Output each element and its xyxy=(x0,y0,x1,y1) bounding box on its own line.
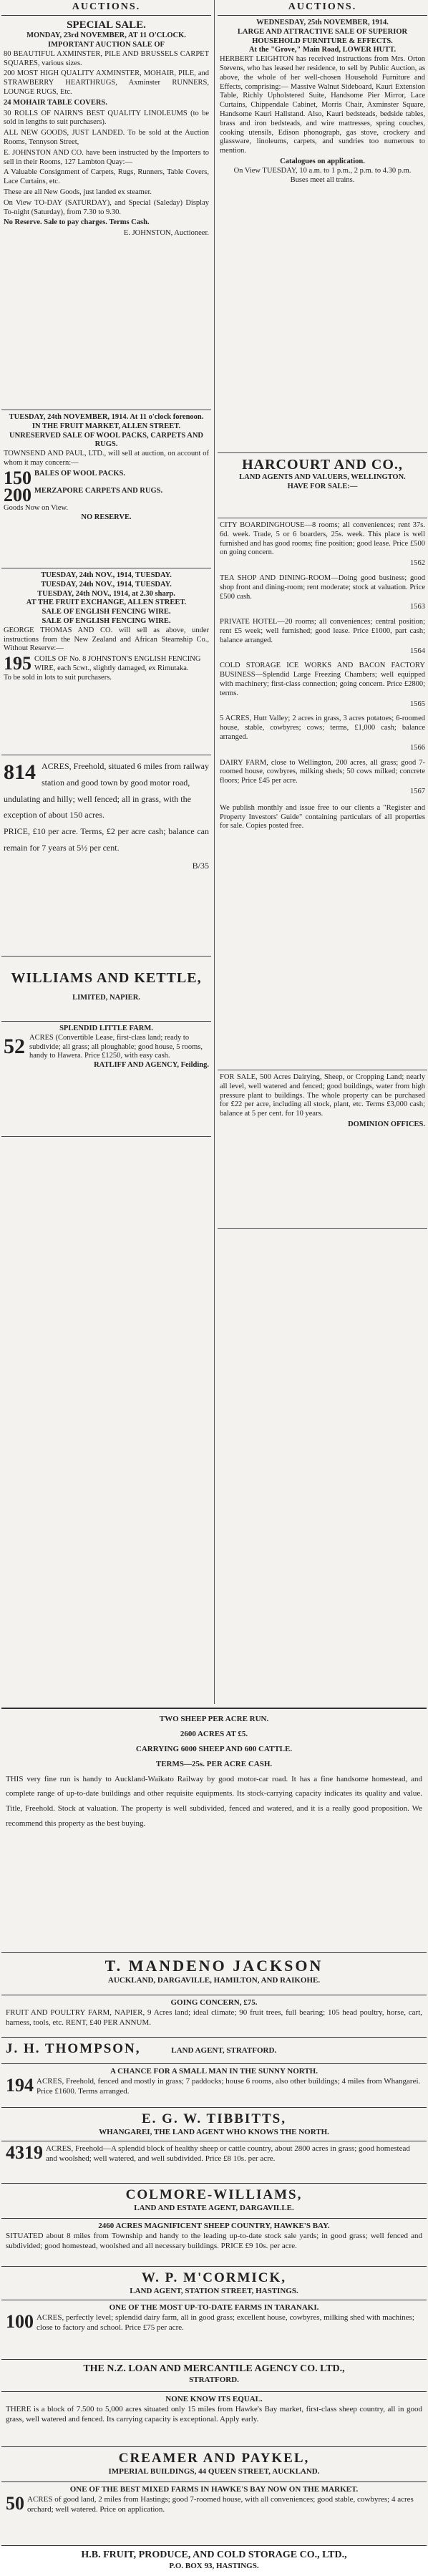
going-concern-ad xyxy=(1,1995,427,2038)
fencing-date: TUESDAY, 24th NOV., 1914, at 2.30 sharp. xyxy=(37,589,175,598)
fruit-market-foot: Goods Now on View. xyxy=(4,503,69,512)
sunny-north-title: A CHANCE FOR A SMALL MAN IN THE SUNNY NORTH. xyxy=(110,2067,318,2076)
jackson-sub: AUCKLAND, DARGAVILLE, HAMILTON, AND RAIKOHE. xyxy=(107,1975,321,1985)
nzloan-ad xyxy=(1,2360,427,2392)
two-sheep-sub: 2600 ACRES AT £5. xyxy=(180,1729,248,1738)
special-sale-line: ALL NEW GOODS, JUST LANDED. To be sold at the Auction Rooms, Tennyson Street, xyxy=(4,129,209,147)
special-sale-line: A Valuable Consignment of Carpets, Rugs, Runners, Table Covers, Lace Curtains, etc. xyxy=(4,168,209,186)
special-sale-line: No Reserve. Sale to pay charges. Terms Cash. xyxy=(4,218,150,227)
sunny-north-ad xyxy=(1,2064,427,2108)
sunny-north-number: 194 xyxy=(6,2074,34,2096)
listing xyxy=(220,759,425,797)
taranaki-ad xyxy=(1,2300,427,2360)
listing-ref: 1566 xyxy=(410,743,425,752)
thompson-name: J. H. THOMPSON, xyxy=(6,2041,141,2056)
two-sheep-title: TWO SHEEP PER ACRE RUN. xyxy=(159,1715,269,1723)
acres-4319-body: ACRES, Freehold—A splendid block of healthy sheep or cattle country, about 2800 acres in grass; good homestead and woolshed; well watered, and well subdivided. Price £8 10s. per acre. xyxy=(46,2144,410,2163)
listing-ref: 1567 xyxy=(410,787,425,795)
tibbitts-sub: WHANGAREI, THE LAND AGENT WHO KNOWS THE NORTH. xyxy=(99,2127,329,2136)
two-sheep-carry: CARRYING 6000 SHEEP AND 600 CATTLE. xyxy=(135,1744,293,1753)
creamer-sub: IMPERIAL BUILDINGS, 44 QUEEN STREET, AUCKLAND. xyxy=(108,2466,320,2476)
colmore-sub: LAND AND ESTATE AGENT, DARGAVILLE. xyxy=(134,2203,294,2212)
harcourt-listings xyxy=(218,518,427,1070)
best-mixed-number: 50 xyxy=(6,2492,24,2514)
tibbitts-ad xyxy=(1,2108,427,2141)
fruit-market-item: MERZAPORE CARPETS AND RUGS. xyxy=(34,486,163,495)
listing-text: COLD STORAGE ICE WORKS AND BACON FACTORY BUSINESS—Splendid Large Freezing Chambers; well equipped with machinery; first-class connection; going concern. Price £2800; terms. xyxy=(220,662,425,697)
column-divider xyxy=(214,0,215,1704)
grove-place: At the "Grove," Main Road, LOWER HUTT. xyxy=(248,46,397,54)
special-sale-line: 200 MOST HIGH QUALITY AXMINSTER, MOHAIR, PILE, and STRAWBERRY HEARTHRUGS, Axminster RUNNERS, LOUNGE RUGS, Etc. xyxy=(4,69,209,97)
listing xyxy=(220,618,425,656)
fruit-market-body: TOWNSEND AND PAUL, LTD., will sell at auction, on account of whom it may concern:— xyxy=(4,450,209,467)
going-concern-title: GOING CONCERN, £75. xyxy=(170,1998,258,2007)
hawkes-title: 2460 ACRES MAGNIFICENT SHEEP COUNTRY, HAWKE'S BAY. xyxy=(98,2222,330,2230)
none-equal-body: THERE is a block of 7.500 to 5,000 acres situated only 15 miles from Hawke's Bay market, first-class sheep country, all in good grass, well watered and fenced. Its carrying capacity is exceptional. Apply early. xyxy=(6,2404,422,2424)
fruit-market-date: TUESDAY, 24th NOVEMBER, 1914. At 11 o'clock forenoon. xyxy=(9,413,204,421)
hawkes-body: SITUATED about 8 miles from Township and handy to the leading up-to-date stock sale yards; in good grass; well fenced and subdivided; good homestead, woolshed and all necessary buildings. PRICE £9 10s. per acre. xyxy=(6,2231,422,2250)
right-column xyxy=(218,0,427,1229)
listing-ref: 1564 xyxy=(410,647,425,655)
none-equal-ad xyxy=(1,2392,427,2447)
left-header: AUCTIONS. xyxy=(1,0,211,16)
none-equal-title: NONE KNOW ITS EQUAL. xyxy=(165,2395,263,2403)
listing xyxy=(220,574,425,612)
special-sale-sub: IMPORTANT AUCTION SALE OF xyxy=(48,41,165,49)
fruit-market-title: IN THE FRUIT MARKET, ALLEN STREET. xyxy=(31,422,181,430)
listing xyxy=(220,662,425,709)
special-sale-line: 24 MOHAIR TABLE COVERS. xyxy=(4,98,107,107)
grove-date: WEDNESDAY, 25th NOVEMBER, 1914. xyxy=(256,19,389,26)
special-sale-line: 30 ROLLS OF NAIRN'S BEST QUALITY LINOLEUMS (to be sold in lengths to suit purchasers). xyxy=(4,109,209,127)
fruit-market-count: 150 xyxy=(4,467,31,488)
special-sale-ad xyxy=(1,16,211,410)
left-column xyxy=(1,0,211,1137)
sale-500-ad xyxy=(218,1070,427,1229)
special-sale-line: On View TO-DAY (SATURDAY), and Special (Saleday) Display To-night (Saturday), from 7.30 to 9.30. xyxy=(4,198,209,216)
listing-ref: 1563 xyxy=(410,603,425,611)
taranaki-number: 100 xyxy=(6,2310,34,2332)
colmore-ad xyxy=(1,2184,427,2219)
listing xyxy=(220,521,425,568)
listing-ref: 1562 xyxy=(410,559,425,568)
listing-text: TEA SHOP AND DINING-ROOM—Doing good business; good shop front and dining-room; rent moderate; stock at valuation. Price £500 cash. xyxy=(220,573,425,601)
bottom-section xyxy=(1,1708,427,2576)
fencing-foot: To be sold in lots to suit purchasers. xyxy=(4,673,112,682)
right-header: AUCTIONS. xyxy=(218,0,427,16)
fencing-date: TUESDAY, 24th NOV., 1914, TUESDAY. xyxy=(41,571,172,579)
taranaki-body: ACRES, perfectly level; splendid dairy farm, all in good grass; excellent house, cowbyres, milking shed with machines; close to factory and school. Price £75 per acre. xyxy=(37,2313,414,2332)
jackson-name: T. MANDENO JACKSON xyxy=(104,1957,324,1975)
sunny-north-body: ACRES, Freehold, fenced and mostly in grass; 7 paddocks; house 6 rooms, also other buildings; 4 miles from Whangarei. Price £1600. Terms arranged. xyxy=(37,2076,421,2096)
grove-catalogue: Catalogues on application. xyxy=(280,157,365,165)
fencing-body: GEORGE THOMAS AND CO. will sell as above, under instructions from the New Zealand and African Steamship Co., Without Reserve:— xyxy=(4,626,209,653)
creamer-ad xyxy=(1,2447,427,2482)
acres-814-ref: B/35 xyxy=(192,860,209,871)
little-farm-title: SPLENDID LITTLE FARM. xyxy=(59,1025,153,1032)
two-sheep-terms: TERMS—25s. PER ACRE CASH. xyxy=(155,1759,273,1768)
hawkes-ad xyxy=(1,2219,427,2267)
little-farm-agent: RATLIFF AND AGENCY, Feilding. xyxy=(94,1061,209,1070)
mccormick-name: W. P. M'CORMICK, xyxy=(141,2270,287,2285)
best-mixed-body: ACRES of good land, 2 miles from Hastings; good 7-roomed house, with all conveniences; good stable, cowbyres; 4 acres orchard; well watered. Price on application. xyxy=(27,2494,414,2514)
harcourt-tag: HAVE FOR SALE:— xyxy=(287,483,358,491)
harcourt-ad xyxy=(218,453,427,518)
jackson-ad xyxy=(1,1953,427,1995)
grove-body: HERBERT LEIGHTON has received instructions from Mrs. Orton Stevens, who has leased her residence, to sell by Public Auction, as above, the whole of her well-chosen Household Furniture and Effects, comprising:— Massive Walnut Sideboard, Kauri Extension Table, Richly Upholstered Suite, Handsome Pier Mirror, Lace Curtains, Chippendale Cabinet, Morris Chair, Axminster Square, Handsome Kauri Hallstand. Also, Kauri bedsteads, bedside tables, brass and iron bedsteads, and wire mattresses, spring couches, cooking utensils, Edison phonograph, gas stove, crockery and glassware, linoleums, carpets, and sundries too numerous to mention. xyxy=(220,55,425,155)
hb-fruit-sub: P.O. BOX 93, HASTINGS. xyxy=(169,2561,259,2570)
listing-ref: 1565 xyxy=(410,699,425,708)
two-sheep-body: THIS very fine run is handy to Auckland-Waikato Railway by good motor-car road. It has a fine handsome homestead, and complete range of up-to-date buildings and other requisite equipments. Its stock-carrying capacity indicates its quality and value. Title, Freehold. Stock at valuation. The property is well subdivided, fenced and watered, and it is a really good proposition. We recommend this property as the best buying. xyxy=(6,1774,422,1829)
listing-text: CITY BOARDINGHOUSE—8 rooms; all conveniences; rent 37s. 6d. week. Trade, 5 or 6 boarders, 25s. week. This place is well furnished and has good rooms; fine position; good lease. Price £500 on going concern. xyxy=(220,521,425,557)
listing xyxy=(220,715,425,752)
mccormick-ad xyxy=(1,2267,427,2300)
grove-buses: Buses meet all trains. xyxy=(290,175,355,184)
tibbitts-name: E. G. W. TIBBITTS, xyxy=(142,2111,286,2126)
acres-814-ad xyxy=(1,755,211,957)
little-farm-ad xyxy=(1,1022,211,1137)
harcourt-name: HARCOURT AND CO., xyxy=(242,457,403,473)
fencing-date: TUESDAY, 24th NOV., 1914, TUESDAY. xyxy=(41,580,172,589)
little-farm-number: 52 xyxy=(4,1034,25,1058)
fencing-count: 195 xyxy=(4,653,31,674)
grove-sale-ad xyxy=(218,16,427,453)
two-sheep-ad xyxy=(1,1709,427,1953)
fruit-market-sub: UNRESERVED SALE OF WOOL PACKS, CARPETS AND RUGS. xyxy=(9,431,204,449)
grove-view: On View TUESDAY, 10 a.m. to 1 p.m., 2 p.m. to 4.30 p.m. xyxy=(233,166,412,175)
acres-4319-ad xyxy=(1,2141,427,2184)
fencing-wire-ad xyxy=(1,568,211,755)
listing-text: 5 ACRES, Hutt Valley; 2 acres in grass, 3 acres potatoes; 6-roomed house, stable, cowbyres; cows; terms, £1,000 cash; balance arranged. xyxy=(220,715,425,741)
thompson-ad xyxy=(1,2038,427,2064)
register-note: We publish monthly and issue free to our clients a "Register and Property Investors' Guide" containing particulars of all properties for sale. Copies posted free. xyxy=(220,803,425,831)
thompson-sub: LAND AGENT, STRATFORD. xyxy=(171,2046,277,2055)
hb-fruit-ad xyxy=(1,2546,427,2576)
acres-814-price: PRICE, £10 per acre. Terms, £2 per acre cash; balance can remain for 7 years at 5½ per cent. xyxy=(4,826,209,853)
sale-500-body: FOR SALE, 500 Acres Dairying, Sheep, or Cropping Land; nearly all level, well watered and fenced; good buildings, water from high pressure plant to buildings. The whole property can be purchased for £22 per acre, including all stock, plant, etc. Terms £3,000 cash; balance at 5 per cent. for 10 years. xyxy=(220,1073,425,1118)
taranaki-title: ONE OF THE MOST UP-TO-DATE FARMS IN TARANAKI. xyxy=(109,2303,319,2312)
best-mixed-title: ONE OF THE BEST MIXED FARMS IN HAWKE'S BAY NOW ON THE MARKET. xyxy=(69,2485,359,2494)
williams-kettle-ad xyxy=(1,957,211,1022)
colmore-name: COLMORE-WILLIAMS, xyxy=(125,2187,303,2202)
listing-text: DAIRY FARM, close to Wellington, 200 acres, all grass; good 7-roomed house, cowbyres, milking sheds; 50 cows milked; concrete floors; Price £45 per acre. xyxy=(220,758,425,785)
little-farm-body: ACRES (Convertible Lease, first-class land; ready to subdivide; all grass; all ploughable; good house, 5 rooms, handy to Hawera. Price £1250, with easy cash. xyxy=(29,1033,203,1060)
sale-500-sig: DOMINION OFFICES. xyxy=(348,1120,425,1128)
listing-text: PRIVATE HOTEL—20 rooms; all conveniences; central position; rent £5 week; well furnished; good lease. Price £1000, part cash; balance arranged. xyxy=(220,618,425,644)
creamer-name: CREAMER AND PAYKEL, xyxy=(118,2451,310,2466)
nzloan-sub: STRATFORD. xyxy=(189,2375,239,2384)
best-mixed-ad xyxy=(1,2482,427,2546)
grove-title: LARGE AND ATTRACTIVE SALE OF SUPERIOR HOUSEHOLD FURNITURE & EFFECTS. xyxy=(237,27,408,45)
special-sale-date: MONDAY, 23rd NOVEMBER, AT 11 O'CLOCK. xyxy=(26,32,186,40)
williams-kettle-sub: LIMITED, NAPIER. xyxy=(72,994,140,1002)
going-concern-body: FRUIT AND POULTRY FARM, NAPIER, 9 Acres land; ideal climate; 90 fruit trees, full bearing; 105 head poultry, horse, cart, harness, tools, etc. RENT, £40 PER ANNUM. xyxy=(6,2008,422,2027)
fruit-market-item: BALES OF WOOL PACKS. xyxy=(34,469,125,478)
special-sale-line: These are all New Goods, just landed ex steamer. xyxy=(4,188,152,197)
harcourt-sub: LAND AGENTS AND VALUERS, WELLINGTON. xyxy=(239,473,406,482)
fruit-market-ad xyxy=(1,410,211,568)
acres-814-number: 814 xyxy=(4,760,36,784)
nzloan-name: THE N.Z. LOAN AND MERCANTILE AGENCY CO. LTD., xyxy=(83,2363,345,2374)
special-sale-line: 80 BEAUTIFUL AXMINSTER, PILE AND BRUSSELS CARPET SQUARES, various sizes. xyxy=(4,49,209,67)
fruit-market-reserve: NO RESERVE. xyxy=(81,513,132,521)
acres-814-body: ACRES, Freehold, situated 6 miles from railway station and good town by good motor road, undulating and hilly; well fenced; all in grass, with the exception of about 150 acres. xyxy=(4,761,209,820)
mccormick-sub: LAND AGENT, STATION STREET, HASTINGS. xyxy=(130,2286,298,2295)
special-sale-line: E. JOHNSTON AND CO. have been instructed by the Importers to sell in their Rooms, 127 Lambton Quay:— xyxy=(4,148,209,166)
fruit-market-count: 200 xyxy=(4,484,31,505)
acres-4319-number: 4319 xyxy=(6,2142,43,2163)
fencing-sale: SALE OF ENGLISH FENCING WIRE. xyxy=(42,616,171,625)
special-sale-auctioneer: E. JOHNSTON, Auctioneer. xyxy=(123,229,209,238)
fencing-place: AT THE FRUIT EXCHANGE, ALLEN STREET. xyxy=(26,599,187,607)
hb-fruit-name: H.B. FRUIT, PRODUCE, AND COLD STORAGE CO., LTD., xyxy=(81,2550,347,2560)
williams-kettle-name: WILLIAMS AND KETTLE, xyxy=(11,970,202,986)
fencing-item: COILS OF No. 8 JOHNSTON'S ENGLISH FENCING WIRE, each 5cwt., slightly damaged, ex Rimutaka. xyxy=(34,655,201,672)
special-sale-title: SPECIAL SALE. xyxy=(67,19,146,31)
fencing-sale: SALE OF ENGLISH FENCING WIRE. xyxy=(42,608,171,616)
